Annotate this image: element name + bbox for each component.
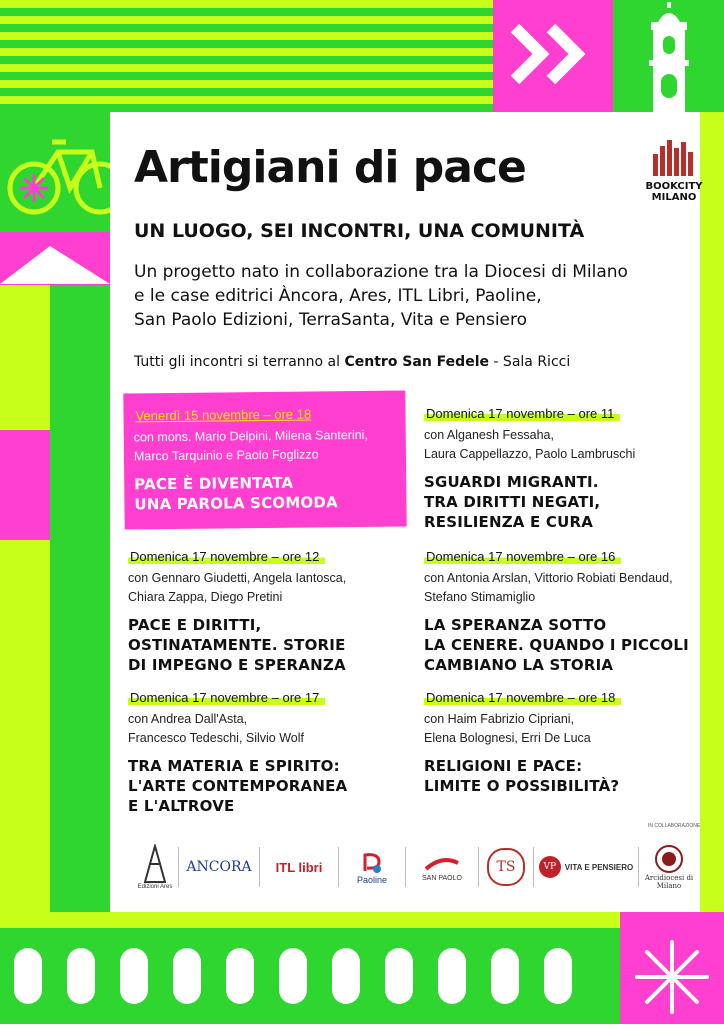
event-card-3 [128,548,413,675]
guest-line: con Gennaro Giudetti, Angela Iantosca, [128,571,347,585]
event-date: Domenica 17 novembre – ore 16 [424,549,621,564]
brand-line1: BOOKCITY [645,181,703,192]
film-hole [491,948,519,1004]
event-card-5 [128,689,413,816]
event-title [424,756,709,796]
title-line: CAMBIANO LA STORIA [424,656,614,674]
vp-mark-icon: VP [539,856,561,878]
title-line: RESILIENZA E CURA [424,513,594,531]
event-title [128,756,413,816]
guest-line: con Andrea Dall'Asta, [128,712,248,726]
guest-line: con Haim Fabrizio Cipriani, [424,712,575,726]
left-pink-band [0,430,50,540]
event-guests [424,426,704,464]
logo-strip [132,832,702,902]
logo-ares [132,834,178,900]
tower-block [613,0,724,112]
event-guests [424,569,709,607]
film-hole [173,948,201,1004]
bicycle-icon [0,112,110,232]
event-guests [134,426,406,467]
left-green-stripe [50,285,110,925]
city-skyline-icon [649,136,699,176]
logo-text: Edizioni Ares [137,884,173,890]
logo-sanpaolo [406,834,478,900]
bottom-lime-band [0,912,620,928]
bottom-pink-block [620,912,724,1024]
guest-line: Marco Tarquinio e Paolo Foglizzo [133,447,319,464]
event-guests [424,710,709,748]
page-title: Artigiani di pace [134,142,526,193]
intro-paragraph [134,260,694,332]
sanpaolo-mark-icon [422,853,462,875]
logo-text: SAN PAOLO [422,874,462,882]
film-holes [0,928,620,1004]
title-line: PACE È DIVENTATA [134,473,294,494]
title-line: OSTINATAMENTE. STORIE [128,636,346,654]
collab-label: IN COLLABORAZIONE [648,823,701,829]
logo-terrasanta [479,834,533,900]
venue-line [134,354,570,370]
logo-ancora [179,834,259,900]
intro-line: San Paolo Edizioni, TerraSanta, Vita e Pensiero [134,310,528,330]
event-title [424,472,704,532]
event-card-2 [424,405,704,532]
film-hole [14,948,42,1004]
event-card-6 [424,689,709,796]
film-hole [279,948,307,1004]
intro-line: Un progetto nato in collaborazione tra la Diocesi di Milano [134,262,628,282]
intro-line: e le case editrici Àncora, Ares, ITL Libri, Paoline, [134,286,542,306]
film-hole [226,948,254,1004]
logo-text: ITL libri [275,859,323,875]
diocese-seal-icon [654,844,684,874]
logo-text: Paoline [356,875,388,885]
title-line: PACE E DIRITTI, [128,616,262,634]
top-stripes [0,0,493,112]
ares-mark-icon [143,844,167,884]
film-hole [120,948,148,1004]
title-line: TRA MATERIA E SPIRITO: [128,757,340,775]
event-card-1 [123,391,406,530]
bookcity-logo [634,136,714,203]
film-hole [385,948,413,1004]
film-hole [544,948,572,1004]
film-hole [438,948,466,1004]
title-line: LA SPERANZA SOTTO [424,616,607,634]
event-guests [128,569,413,607]
event-date: Venerdì 15 novembre – ore 18 [135,406,312,424]
logo-paoline [339,834,405,900]
guest-line: con Alganesh Fessaha, [424,428,554,442]
title-line: E L'ALTROVE [128,797,235,815]
church-tower-icon [613,0,724,112]
guest-line: con mons. Mario Delpini, Milena Santerini, [133,427,368,445]
event-title [128,615,413,675]
title-line: L'ARTE CONTEMPORANEA [128,777,348,795]
film-strip [0,928,620,1024]
title-line: SGUARDI MIGRANTI. [424,473,599,491]
film-hole [67,948,95,1004]
event-title [134,472,406,515]
title-line: UNA PAROLA SCOMODA [134,493,338,514]
starburst-icon [620,912,724,1024]
title-line: RELIGIONI E PACE: [424,757,583,775]
guest-line: Francesco Tedeschi, Silvio Wolf [128,731,305,745]
event-guests [128,710,413,748]
film-hole [332,948,360,1004]
logo-vitaepensiero [534,834,638,900]
double-chevron-icon [493,0,613,112]
event-date: Domenica 17 novembre – ore 18 [424,690,621,705]
paoline-mark-icon [357,849,387,875]
left-bike-block [0,112,110,232]
venue-suffix: - Sala Ricci [488,354,571,370]
title-line: TRA DIRITTI NEGATI, [424,493,601,511]
logo-text: TS [496,859,516,875]
event-date: Domenica 17 novembre – ore 11 [424,406,620,421]
guest-line: Laura Cappellazzo, Paolo Lambruschi [424,447,636,461]
guest-line: Elena Bolognesi, Erri De Luca [424,731,591,745]
arrow-block [493,0,613,112]
guest-line: Stefano Stimamiglio [424,590,536,604]
event-title [424,615,709,675]
logo-itl [260,834,338,900]
venue-prefix: Tutti gli incontri si terranno al [134,354,345,370]
title-line: LIMITE O POSSIBILITÀ? [424,777,620,795]
brand-line2: MILANO [651,192,697,203]
guest-line: con Antonia Arslan, Vittorio Robiati Bendaud, [424,571,673,585]
event-date: Domenica 17 novembre – ore 12 [128,549,325,564]
logo-text: VITA E PENSIERO [564,862,634,872]
guest-line: Chiara Zappa, Diego Pretini [128,590,283,604]
event-date: Domenica 17 novembre – ore 17 [128,690,325,705]
venue-place: Centro San Fedele [344,354,489,370]
left-lime-stripe [0,285,50,925]
logo-text: ANCORA [186,859,252,875]
page-subtitle: UN LUOGO, SEI INCONTRI, UNA COMUNITÀ [134,220,585,242]
logo-text: Arcidiocesi di Milano [644,874,694,890]
event-card-4 [424,548,709,675]
title-line: LA CENERE. QUANDO I PICCOLI [424,636,689,654]
logo-arcidiocesi [639,834,699,900]
title-line: DI IMPEGNO E SPERANZA [128,656,346,674]
